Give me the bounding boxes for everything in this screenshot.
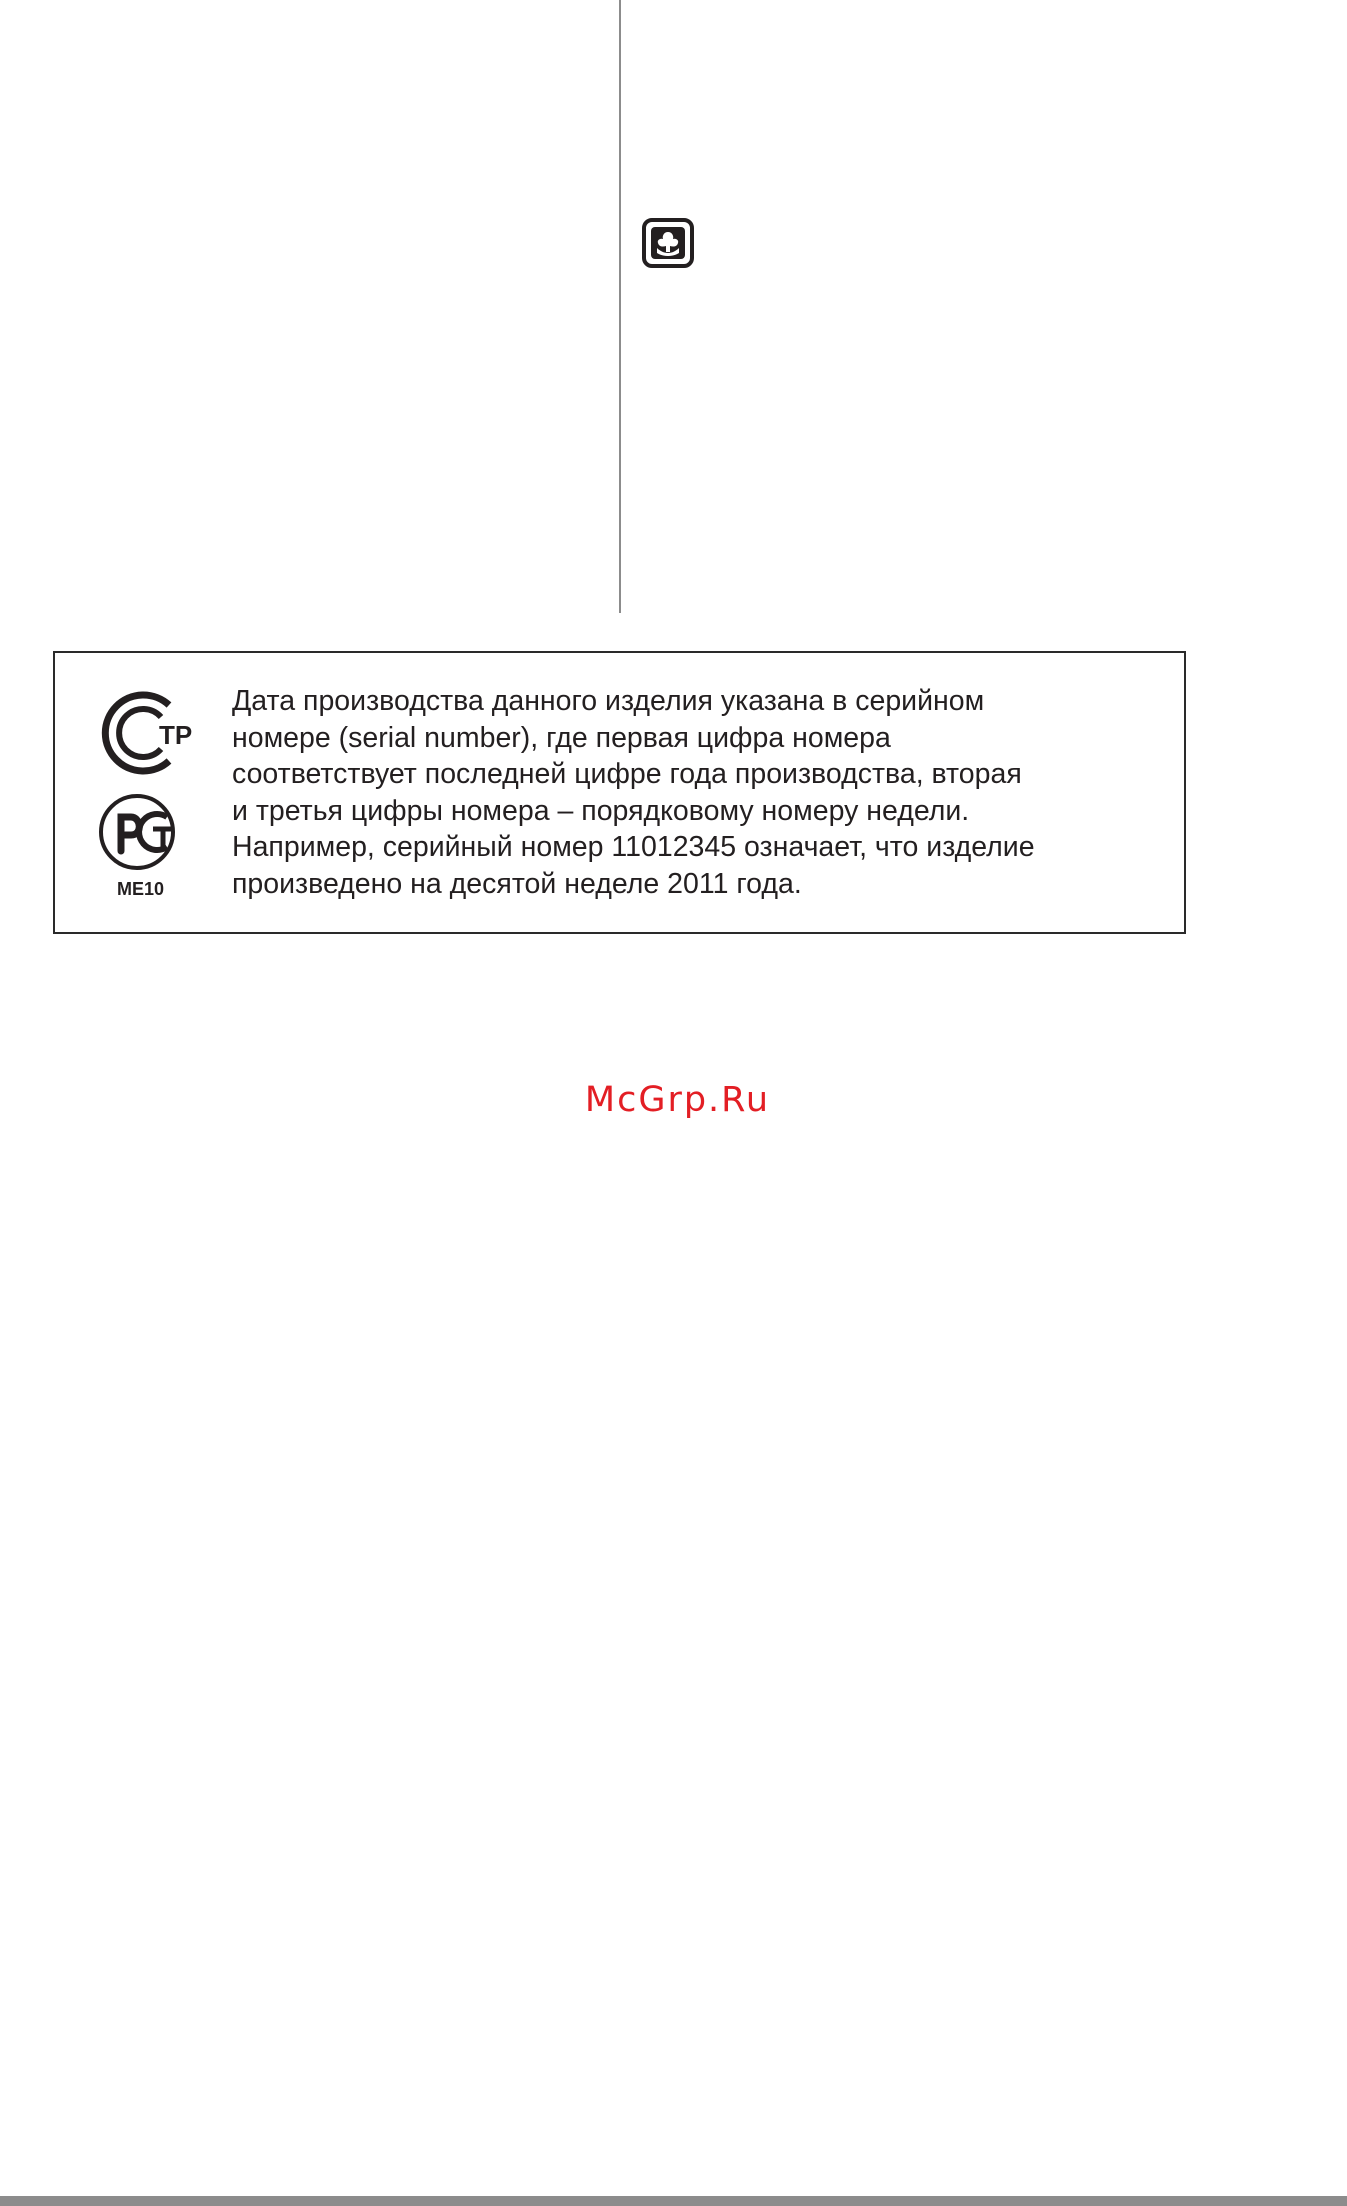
pct-logo-code: ME10 — [117, 879, 165, 899]
notice-line: Дата производства данного изделия указана в серийном — [232, 685, 985, 717]
notice-text — [232, 683, 1182, 903]
page-footer-bar — [0, 2196, 1347, 2206]
manufacture-date-notice — [53, 651, 1186, 934]
notice-line: и третья цифры номера – порядковому номеру недели. — [232, 794, 970, 827]
notice-line: соответствует последней цифре года производства, вторая — [232, 758, 1022, 791]
column-divider — [619, 0, 621, 613]
flower-badge-icon — [642, 218, 694, 268]
notice-line: Например, серийный номер 11012345 означает, что изделие — [232, 831, 1035, 864]
notice-line: номере (serial number), где первая цифра номера — [232, 721, 891, 754]
gost-tr-logo-icon — [97, 689, 201, 777]
gost-tr-letters: ТР — [159, 720, 193, 750]
pct-certification-logo-icon — [97, 791, 177, 873]
notice-line: произведено на десятой неделе 2011 года. — [232, 867, 802, 900]
site-watermark: McGrp.Ru — [584, 1080, 771, 1120]
